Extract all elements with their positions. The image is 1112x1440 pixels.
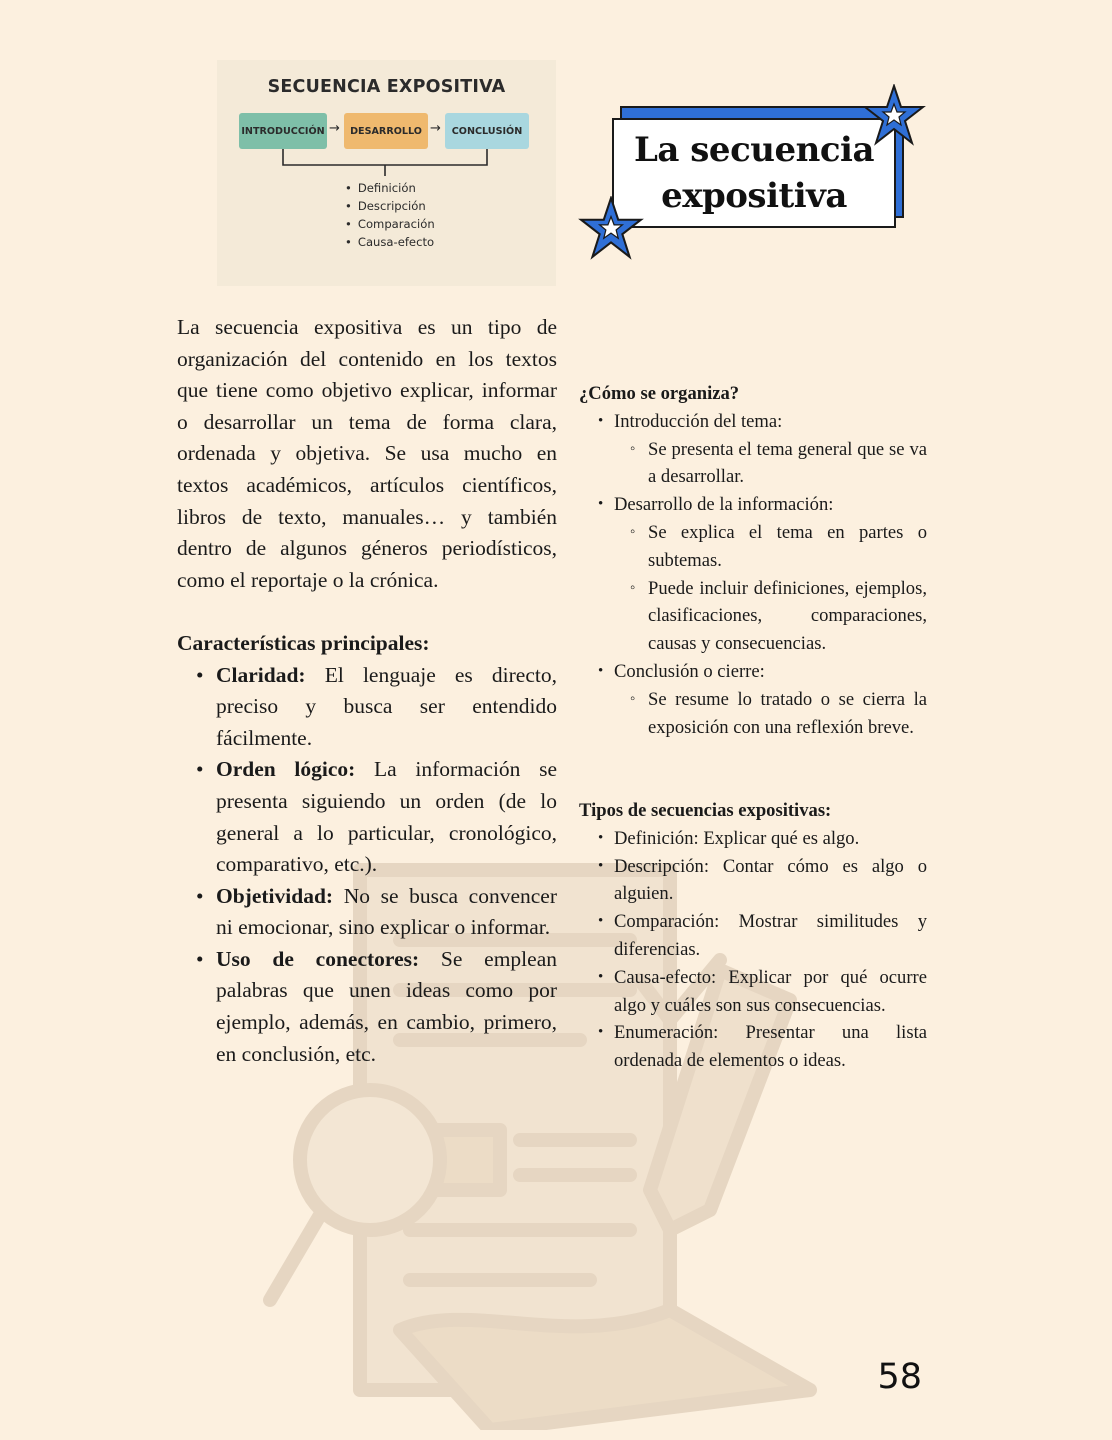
characteristic-text: No se busca convencer ni emocionar, sino explicar o informar. — [216, 883, 557, 940]
characteristics-heading: Características principales: — [177, 630, 430, 655]
organization-stage: Desarrollo de la información: — [614, 494, 834, 516]
organization-sublist — [648, 686, 927, 742]
diagram-item: • Comparación — [345, 215, 435, 233]
left-column — [177, 312, 557, 1070]
list-item — [614, 491, 927, 658]
organization-stage: Introducción del tema: — [614, 410, 783, 432]
list-subitem: ◦ Se presenta el tema general que se va a desarrollar. — [648, 436, 927, 492]
organization-sublist — [648, 436, 927, 492]
right-column — [579, 380, 927, 1075]
bracket-connector — [217, 60, 556, 180]
diagram-title: SECUENCIA EXPOSITIVA — [267, 77, 506, 97]
list-item — [216, 881, 557, 944]
characteristic-text: La información se presenta siguiendo un orden (de lo general a lo particular, cronológico, comparativo, etc.). — [216, 757, 558, 877]
diagram-item: • Definición — [345, 179, 435, 197]
stage-introduction: INTRODUCCIÓN — [239, 113, 327, 149]
organization-sublist — [648, 519, 927, 658]
organization-stage: Conclusión o cierre: — [614, 660, 765, 682]
characteristic-term: Objetividad: — [216, 883, 334, 908]
list-item: • Descripción: Contar cómo es algo o alguien. — [614, 853, 927, 909]
arrow-right-icon: → — [329, 121, 340, 136]
diagram-item: • Descripción — [345, 197, 435, 215]
page-title-line1: La secuencia — [634, 130, 874, 170]
characteristic-term: Claridad: — [216, 662, 306, 687]
list-subitem: ◦ Se resume lo tratado o se cierra la exposición con una reflexión breve. — [648, 686, 927, 742]
list-item — [216, 754, 557, 880]
characteristics-list — [216, 660, 557, 1071]
stage-conclusion: CONCLUSIÓN — [445, 113, 529, 149]
diagram-item: • Causa-efecto — [345, 233, 435, 251]
page-number: 58 — [877, 1357, 922, 1397]
stage-development: DESARROLLO — [344, 113, 428, 149]
list-item — [614, 658, 927, 741]
organization-heading: ¿Cómo se organiza? — [579, 383, 740, 404]
types-heading: Tipos de secuencias expositivas: — [579, 799, 832, 821]
list-item — [216, 660, 557, 755]
page-title-line2: expositiva — [661, 176, 847, 216]
star-icon — [578, 196, 644, 262]
list-subitem: ◦ Puede incluir definiciones, ejemplos, clasificaciones, comparaciones, causas y consecuencias. — [648, 575, 927, 658]
list-item — [614, 408, 927, 491]
characteristic-term: Uso de conectores: — [216, 946, 420, 971]
list-subitem: ◦ Se explica el tema en partes o subtemas. — [648, 519, 927, 575]
characteristic-term: Orden lógico: — [216, 757, 356, 782]
arrow-right-icon: → — [430, 121, 441, 136]
list-item: • Definición: Explicar qué es algo. — [614, 825, 927, 853]
characteristic-text: Se emplean palabras que unen ideas como por ejemplo, además, en cambio, primero, en conclusión, etc. — [216, 946, 557, 1066]
title-badge — [612, 118, 896, 228]
list-item — [216, 944, 557, 1070]
types-list — [614, 825, 927, 1075]
star-icon — [862, 84, 926, 148]
diagram-item-list — [345, 179, 435, 251]
intro-paragraph: La secuencia expositiva es un tipo de organización del contenido en los textos que tiene como objetivo explicar, informar o desarrollar un tema de forma clara, ordenada y objetiva. Se usa mucho en textos académicos, artículos científicos, libros de texto, manuales… y también dentro de algunos géneros periodísticos, como el reportaje o la crónica. — [177, 315, 557, 592]
organization-list — [614, 408, 927, 742]
list-item: • Causa-efecto: Explicar por qué ocurre algo y cuáles son sus consecuencias. — [614, 964, 927, 1020]
characteristic-text: El lenguaje es directo, preciso y busca ser entendido fácilmente. — [216, 662, 557, 750]
list-item: • Comparación: Mostrar similitudes y diferencias. — [614, 908, 927, 964]
list-item: • Enumeración: Presentar una lista ordenada de elementos o ideas. — [614, 1019, 927, 1075]
page-title — [634, 127, 874, 219]
sequence-diagram — [217, 60, 556, 286]
